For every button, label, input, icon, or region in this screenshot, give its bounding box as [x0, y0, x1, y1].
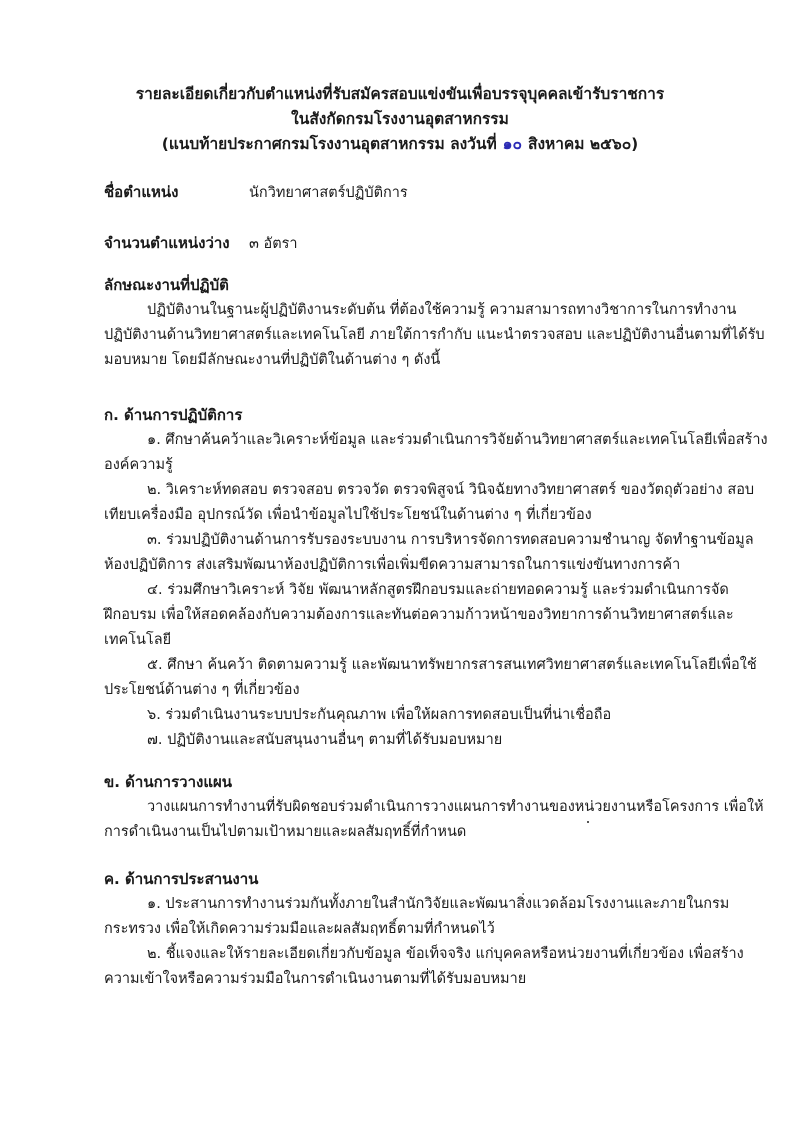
announcement-day: ๑๐	[502, 135, 522, 153]
section-c-line: ๒. ชี้แจงและให้รายละเอียดเกี่ยวกับข้อมูล ข้อเท็จจริง แก่บุคคลหรือหน่วยงานที่เกี่ยวข้อง เพื่อสร้าง	[147, 946, 744, 962]
section-c-heading: ค. ด้านการประสานงาน	[104, 870, 259, 888]
document-title-line-2: ในสังกัดกรมโรงงานอุตสาหกรรม	[291, 110, 509, 128]
section-a-line: องค์ความรู้	[104, 457, 173, 473]
section-a-line: ๗. ปฏิบัติงานและสนับสนุนงานอื่นๆ ตามที่ได้รับมอบหมาย	[147, 732, 503, 748]
section-a-heading: ก. ด้านการปฏิบัติการ	[104, 406, 243, 424]
section-b-line: การดำเนินงานเป็นไปตามเป้าหมายและผลสัมฤทธิ์ที่กำหนด	[104, 824, 467, 840]
section-a-line: เทคโนโลยี	[104, 632, 172, 648]
section-a-line: เทียบเครื่องมือ อุปกรณ์วัด เพื่อนำข้อมูลไปใช้ประโยชน์ในด้านต่าง ๆ ที่เกี่ยวข้อง	[104, 507, 592, 523]
section-a-line: ๒. วิเคราะห์ทดสอบ ตรวจสอบ ตรวจวัด ตรวจพิสูจน์ วินิจฉัยทางวิทยาศาสตร์ ของวัตถุตัวอย่าง สอบ	[147, 482, 755, 498]
section-a-line: ๓. ร่วมปฏิบัติงานด้านการรับรองระบบงาน การบริหารจัดการทดสอบความชำนาญ จัดทำฐานข้อมูล	[147, 532, 754, 548]
section-b-heading: ข. ด้านการวางแผน	[104, 773, 233, 791]
section-a-line: ห้องปฏิบัติการ ส่งเสริมพัฒนาห้องปฏิบัติการเพื่อเพิ่มขีดความสามารถในการแข่งขันทางการค้า	[104, 557, 681, 573]
job-nature-heading: ลักษณะงานที่ปฏิบัติ	[104, 276, 229, 294]
vacancies-value: ๓ อัตรา	[249, 236, 298, 252]
section-c-line: ความเข้าใจหรือความร่วมมือในการดำเนินงานตามที่ได้รับมอบหมาย	[104, 971, 527, 987]
position-value: นักวิทยาศาสตร์ปฏิบัติการ	[249, 185, 408, 201]
position-label: ชื่อตำแหน่ง	[104, 183, 179, 201]
section-a-line: ๑. ศึกษาค้นคว้าและวิเคราะห์ข้อมูล และร่วมดำเนินการวิจัยด้านวิทยาศาสตร์และเทคโนโลยีเพื่อสร้าง	[147, 432, 768, 448]
section-a-line: ๖. ร่วมดำเนินงานระบบประกันคุณภาพ เพื่อให้ผลการทดสอบเป็นที่น่าเชื่อถือ	[147, 707, 612, 723]
document-title-line-1: รายละเอียดเกี่ยวกับตำแหน่งที่รับสมัครสอบแข่งขันเพื่อบรรจุบุคคลเข้ารับราชการ	[135, 85, 665, 103]
section-a-line: ฝึกอบรม เพื่อให้สอดคล้องกับความต้องการและทันต่อความก้าวหน้าของวิทยาการด้านวิทยาศาสตร์และ	[104, 607, 734, 623]
section-a-line: ๕. ศึกษา ค้นคว้า ติดตามความรู้ และพัฒนาทรัพยากรสารสนเทศวิทยาศาสตร์และเทคโนโลยีเพื่อใช้	[147, 657, 757, 673]
section-a-line: ๔. ร่วมศึกษาวิเคราะห์ วิจัย พัฒนาหลักสูตรฝึกอบรมและถ่ายทอดความรู้ และร่วมดำเนินการจัด	[147, 582, 729, 598]
vacancies-label: จำนวนตำแหน่งว่าง	[104, 234, 230, 252]
section-a-line: ประโยชน์ด้านต่าง ๆ ที่เกี่ยวข้อง	[104, 682, 300, 698]
document-title-line-3	[0, 131, 800, 156]
section-b-line: วางแผนการทำงานที่รับผิดชอบร่วมดำเนินการวางแผนการทำงานของหน่วยงานหรือโครงการ เพื่อให้	[147, 799, 764, 815]
job-nature-line: มอบหมาย โดยมีลักษณะงานที่ปฏิบัติในด้านต่าง ๆ ดังนี้	[104, 352, 441, 368]
stray-mark	[587, 821, 589, 823]
section-c-line: กระทรวง เพื่อให้เกิดความร่วมมือและผลสัมฤทธิ์ตามที่กำหนดไว้	[104, 921, 495, 937]
job-nature-line: ปฏิบัติงานในฐานะผู้ปฏิบัติงานระดับต้น ที่ต้องใช้ความรู้ ความสามารถทางวิชาการในการทำงาน	[147, 302, 737, 318]
job-nature-line: ปฏิบัติงานด้านวิทยาศาสตร์และเทคโนโลยี ภายใต้การกำกับ แนะนำตรวจสอบ และปฏิบัติงานอื่นตามที่ได้รับ	[104, 327, 765, 343]
section-c-line: ๑. ประสานการทำงานร่วมกันทั้งภายในสำนักวิจัยและพัฒนาสิ่งแวดล้อมโรงงานและภายในกรม	[147, 896, 730, 912]
announcement-reference: (แนบท้ายประกาศกรมโรงงานอุตสาหกรรม ลงวันที่	[161, 135, 497, 153]
announcement-month-year: สิงหาคม ๒๕๖๐)	[527, 135, 639, 153]
